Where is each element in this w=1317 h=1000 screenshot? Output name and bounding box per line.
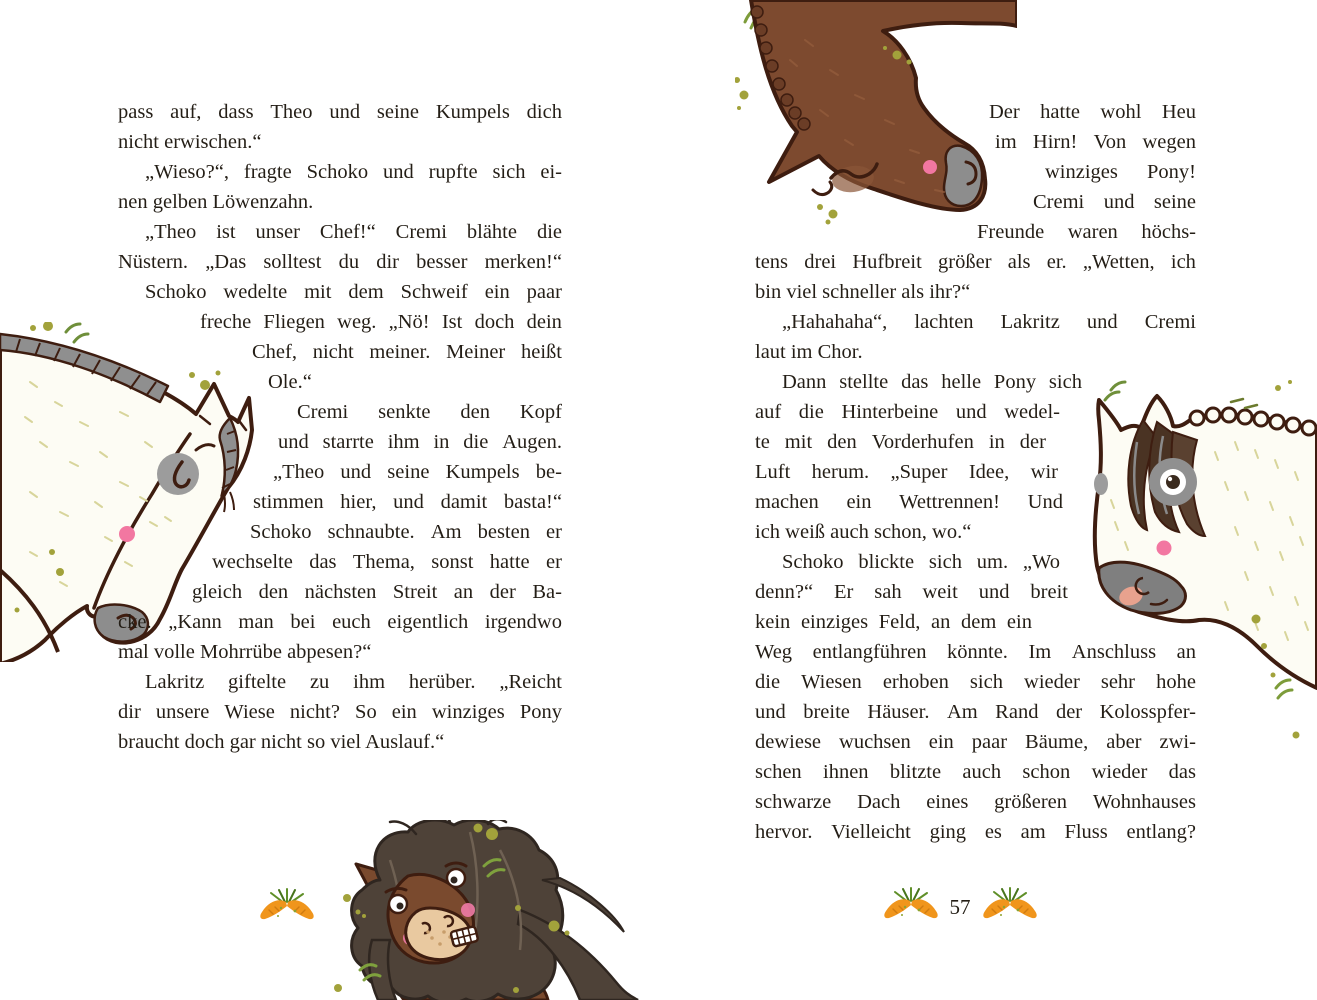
text-line: Schoko wedelte mit dem Schweif ein paar [145,281,562,303]
text-line: Schoko schnaubte. Am besten er [250,521,562,543]
text-line: dewiese wuchsen ein paar Bäume, aber zwi- [755,731,1196,753]
text-line: schen ihnen blitzte auch schon wieder das [755,761,1196,783]
carrot-ornament-icon [881,886,941,928]
text-line: braucht doch gar nicht so viel Auslauf.“ [118,731,445,753]
text-line: im Hirn! Von wegen [995,131,1196,153]
carrot-ornament-icon [257,887,317,929]
text-line: Nüstern. „Das solltest du dir besser merken!“ [118,251,562,273]
text-line: Ole.“ [268,371,312,393]
text-line: „Wieso?“, fragte Schoko und rupfte sich ei- [145,161,562,183]
text-line: Cremi senkte den Kopf [297,401,562,423]
text-line: wechselte das Thema, sonst hatte er [212,551,562,573]
page-number: 57 [949,894,971,919]
text-line: pass auf, dass Theo und seine Kumpels dich [118,101,562,123]
text-line: te mit den Vorderhufen in der [755,431,1046,453]
left-page-text [118,97,562,757]
text-line: Luft herum. „Super Idee, wir [755,461,1058,483]
text-line: und breite Häuser. Am Rand der Kolosspfer- [755,701,1196,723]
text-line: Freunde waren höchs- [977,221,1196,243]
text-line: ich weiß auch schon, wo.“ [755,521,972,543]
text-line: cke. „Kann man bei euch eigentlich irgendwo [118,611,562,633]
text-line: dir unsere Wiese nicht? So ein winziges Pony [118,701,562,723]
text-line: und starrte ihm in die Augen. [278,431,562,453]
text-line: hervor. Vielleicht ging es am Fluss entlang? [755,821,1196,843]
text-line: mal volle Mohrrübe abpesen?“ [118,641,372,663]
text-line: „Hahahaha“, lachten Lakritz und Cremi [782,311,1196,333]
text-line: die Wiesen erhoben sich wieder sehr hohe [755,671,1196,693]
brown-shetland-pony-wild-mane-illustration [320,820,640,1000]
text-line: bin viel schneller als ihr?“ [755,281,971,303]
text-line: „Theo ist unser Chef!“ Cremi blähte die [145,221,562,243]
text-line: Weg entlangführen könnte. Im Anschluss an [755,641,1196,663]
text-line: Schoko blickte sich um. „Wo [782,551,1060,573]
text-line: Chef, nicht meiner. Meiner heißt [252,341,562,363]
text-line: „Theo und seine Kumpels be- [273,461,562,483]
text-line: auf die Hinterbeine und wedel- [755,401,1060,423]
text-line: winziges Pony! [1045,161,1196,183]
right-page-text [755,97,1196,847]
text-line: machen ein Wettrennen! Und [755,491,1063,513]
text-line: nen gelben Löwenzahn. [118,191,314,213]
text-line: Der hatte wohl Heu [989,101,1196,123]
text-line: denn?“ Er sah weit und breit [755,581,1068,603]
carrot-ornament-icon [980,886,1040,928]
text-line: laut im Chor. [755,341,863,363]
text-line: freche Fliegen weg. „Nö! Ist doch dein [200,311,562,333]
right-page-footer [878,886,1042,928]
text-line: kein einziges Feld, an dem ein [755,611,1032,633]
text-line: nicht erwischen.“ [118,131,262,153]
text-line: stimmen hier, und damit basta!“ [253,491,562,513]
text-line: schwarze Dach eines größeren Wohnhauses [755,791,1196,813]
text-line: gleich den nächsten Streit an der Ba- [192,581,562,603]
text-line: tens drei Hufbreit größer als er. „Wetten, ich [755,251,1196,273]
text-line: Cremi und seine [1033,191,1196,213]
text-line: Dann stellte das helle Pony sich [782,371,1082,393]
text-line: Lakritz giftelte zu ihm herüber. „Reicht [145,671,562,693]
left-page-footer [252,888,322,928]
